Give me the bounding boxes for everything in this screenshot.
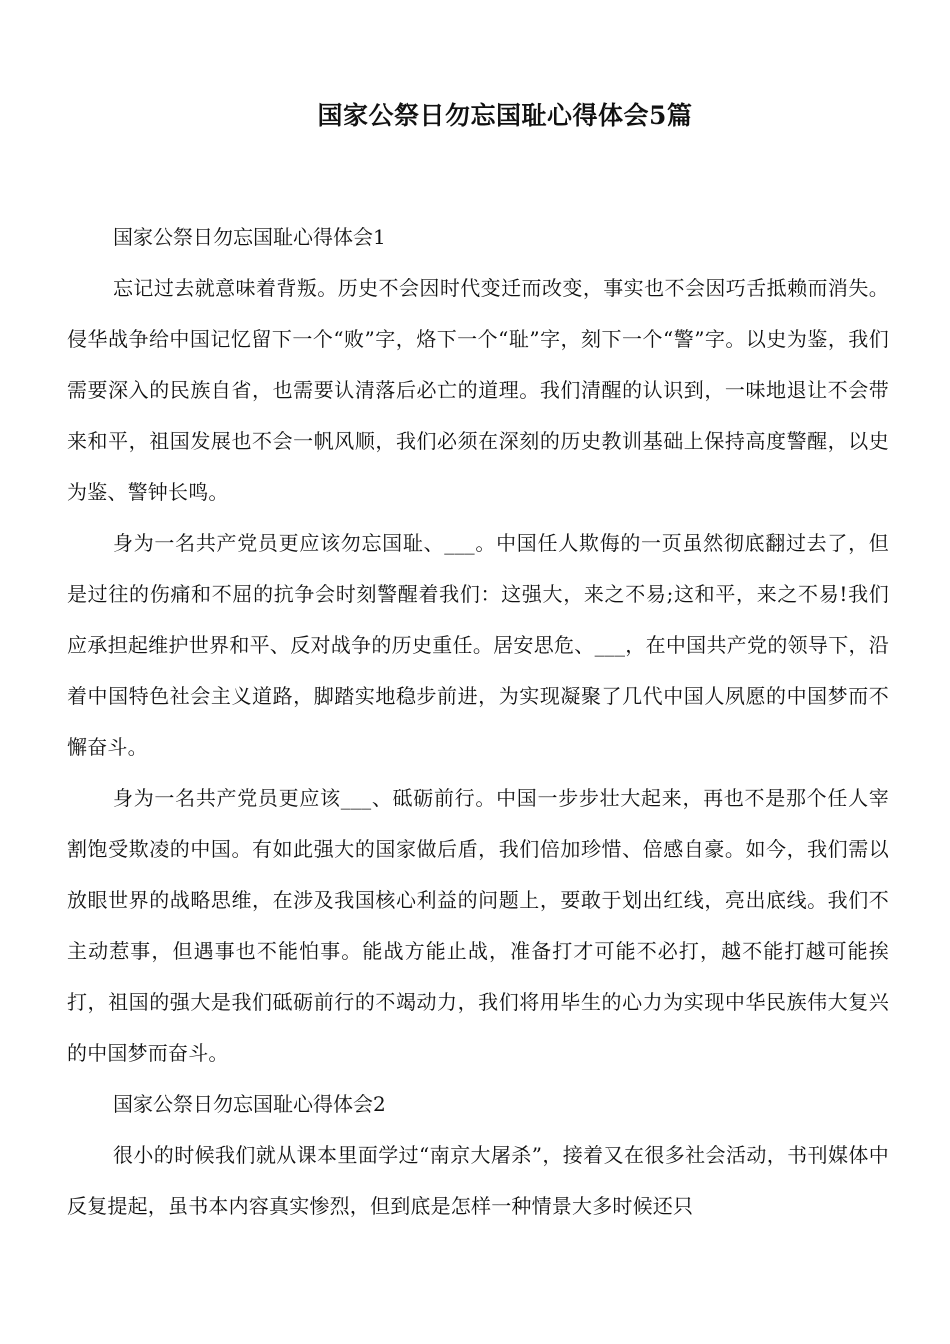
paragraph: 忘记过去就意味着背叛。历史不会因时代变迁而改变，事实也不会因巧舌抵赖而消失。侵华战争给中国记忆留下一个“败”字，烙下一个“耻”字，刻下一个“警”字。以史为鉴，我们需要深入的民族自省，也需要认清落后必亡的道理。我们清醒的认识到，一味地退让不会带来和平，祖国发展也不会一帆风顺，我们必须在深刻的历史教训基础上保持高度警醒，以史为鉴、警钟长鸣。 xyxy=(67,276,889,504)
paragraph: 很小的时候我们就从课本里面学过“南京大屠杀”，接着又在很多社会活动，书刊媒体中反复提起，虽书本内容真实惨烈，但到底是怎样一种情景大多时候还只 xyxy=(67,1143,889,1218)
section-heading: 国家公祭日勿忘国耻心得体会1 xyxy=(113,225,386,249)
paragraph: 身为一名共产党员更应该勿忘国耻、___。中国任人欺侮的一页虽然彻底翻过去了，但是过往的伤痛和不屈的抗争会时刻警醒着我们：这强大，来之不易;这和平，来之不易!我们应承担起维护世界和平、反对战争的历史重任。居安思危、___，在中国共产党的领导下，沿着中国特色社会主义道路，脚踏实地稳步前进，为实现凝聚了几代中国人夙愿的中国梦而不懈奋斗。 xyxy=(67,531,889,759)
section-heading: 国家公祭日勿忘国耻心得体会2 xyxy=(113,1092,386,1116)
document-body xyxy=(67,212,889,1232)
paragraph: 身为一名共产党员更应该___、砥砺前行。中国一步步壮大起来，再也不是那个任人宰割饱受欺凌的中国。有如此强大的国家做后盾，我们倍加珍惜、倍感自豪。如今，我们需以放眼世界的战略思维，在涉及我国核心利益的问题上，要敢于划出红线，亮出底线。我们不主动惹事，但遇事也不能怕事。能战方能止战，准备打才可能不必打，越不能打越可能挨打，祖国的强大是我们砥砺前行的不竭动力，我们将用毕生的心力为实现中华民族伟大复兴的中国梦而奋斗。 xyxy=(67,786,889,1065)
document-title: 国家公祭日勿忘国耻心得体会5篇 xyxy=(317,101,693,130)
